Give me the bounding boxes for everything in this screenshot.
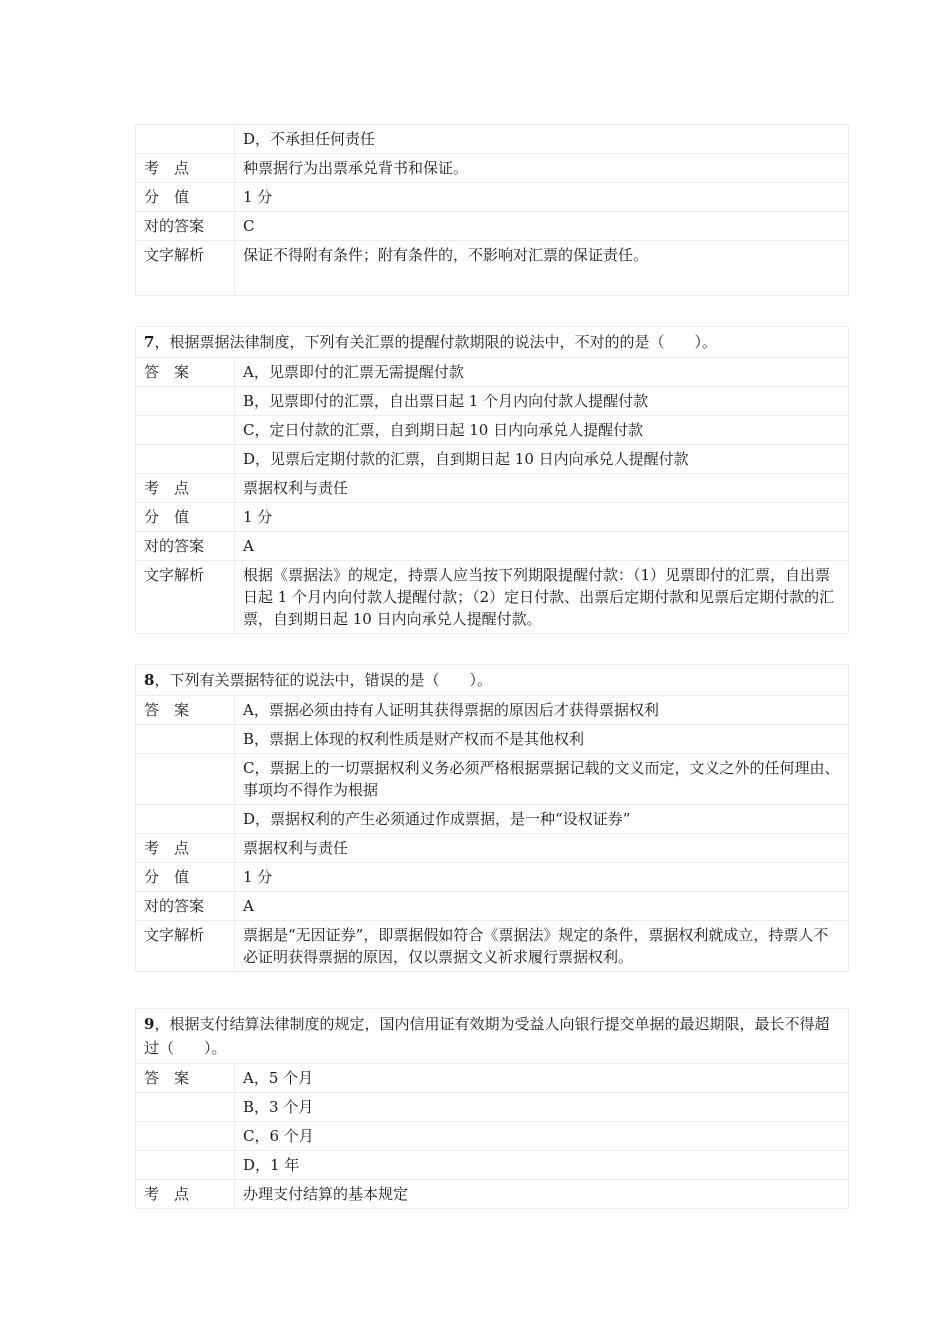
question-stem	[135, 664, 849, 695]
row-label: 考 点	[136, 1180, 235, 1209]
row-label: 文字解析	[136, 921, 235, 972]
question-number: 8	[144, 671, 155, 689]
option-c: C，定日付款的汇票，自到期日起 10 日内向承兑人提醒付款	[235, 416, 849, 445]
answer-label: 答 案	[136, 696, 235, 725]
row-label: 分 值	[136, 863, 235, 892]
option-row	[136, 1151, 849, 1180]
option-row	[136, 358, 849, 387]
option-a: A，5 个月	[235, 1064, 849, 1093]
option-b: B，见票即付的汇票，自出票日起 1 个月内向付款人提醒付款	[235, 387, 849, 416]
answer-row	[136, 532, 849, 561]
option-d: D，不承担任何责任	[235, 125, 849, 154]
question-number: 9	[144, 1015, 155, 1033]
answer-row	[136, 212, 849, 241]
option-row	[136, 754, 849, 805]
row-label: 文字解析	[136, 561, 235, 634]
option-d: D，1 年	[235, 1151, 849, 1180]
kaodian-row	[136, 1180, 849, 1209]
answer-label: 答 案	[136, 1064, 235, 1093]
option-row	[136, 125, 849, 154]
row-label: 考 点	[136, 834, 235, 863]
row-value: 1 分	[235, 863, 849, 892]
question-text: ，下列有关票据特征的说法中，错误的是（ ）。	[154, 671, 492, 689]
answer-row	[136, 892, 849, 921]
option-row	[136, 805, 849, 834]
analysis-row	[136, 241, 849, 296]
option-c: C，票据上的一切票据权利义务必须严格根据票据记载的文义而定，文义之外的任何理由、事项均不得作为根据	[235, 754, 849, 805]
row-label: 文字解析	[136, 241, 235, 296]
row-value: 1 分	[235, 183, 849, 212]
row-value: 种票据行为出票承兑背书和保证。	[235, 154, 849, 183]
row-value: 票据权利与责任	[235, 834, 849, 863]
option-a: A，票据必须由持有人证明其获得票据的原因后才获得票据权利	[235, 696, 849, 725]
row-label: 对的答案	[136, 892, 235, 921]
row-label: 分 值	[136, 503, 235, 532]
question-stem	[135, 1008, 849, 1063]
analysis-row	[136, 921, 849, 972]
option-row	[136, 696, 849, 725]
row-value: 保证不得附有条件；附有条件的，不影响对汇票的保证责任。	[235, 241, 849, 296]
option-row	[136, 1122, 849, 1151]
kaodian-row	[136, 474, 849, 503]
row-label: 考 点	[136, 154, 235, 183]
fenzhi-row	[136, 503, 849, 532]
option-row	[136, 1064, 849, 1093]
question-text: ，根据票据法律制度，下列有关汇票的提醒付款期限的说法中，不对的的是（ ）。	[154, 333, 717, 351]
option-row	[136, 725, 849, 754]
fenzhi-row	[136, 183, 849, 212]
option-d: D，见票后定期付款的汇票，自到期日起 10 日内向承兑人提醒付款	[235, 445, 849, 474]
option-d: D，票据权利的产生必须通过作成票据，是一种“设权证券”	[235, 805, 849, 834]
row-label: 对的答案	[136, 532, 235, 561]
question-text: ，根据支付结算法律制度的规定，国内信用证有效期为受益人向银行提交单据的最迟期限，最长不得超过（ ）。	[144, 1015, 830, 1057]
kaodian-row	[136, 834, 849, 863]
row-label: 分 值	[136, 183, 235, 212]
analysis-row	[136, 561, 849, 634]
row-value: C	[235, 212, 849, 241]
question-6-tail	[135, 124, 849, 296]
question-8	[135, 664, 849, 972]
option-a: A，见票即付的汇票无需提醒付款	[235, 358, 849, 387]
option-c: C，6 个月	[235, 1122, 849, 1151]
question-7	[135, 326, 849, 634]
row-label: 对的答案	[136, 212, 235, 241]
answer-label: 答 案	[136, 358, 235, 387]
option-row	[136, 387, 849, 416]
row-value: 办理支付结算的基本规定	[235, 1180, 849, 1209]
row-value: 票据是“无因证券”，即票据假如符合《票据法》规定的条件，票据权利就成立，持票人不必证明获得票据的原因，仅以票据文义祈求履行票据权利。	[235, 921, 849, 972]
row-value: 1 分	[235, 503, 849, 532]
question-number: 7	[144, 333, 155, 351]
option-row	[136, 1093, 849, 1122]
row-value: A	[235, 892, 849, 921]
option-b: B，票据上体现的权利性质是财产权而不是其他权利	[235, 725, 849, 754]
option-row	[136, 445, 849, 474]
option-b: B，3 个月	[235, 1093, 849, 1122]
kaodian-row	[136, 154, 849, 183]
fenzhi-row	[136, 863, 849, 892]
row-value: 根据《票据法》的规定，持票人应当按下列期限提醒付款：（1）见票即付的汇票，自出票日起 1 个月内向付款人提醒付款；（2）定日付款、出票后定期付款和见票后定期付款的汇票，自到期日起 10 日内向承兑人提醒付款。	[235, 561, 849, 634]
option-row	[136, 416, 849, 445]
row-value: 票据权利与责任	[235, 474, 849, 503]
row-label: 考 点	[136, 474, 235, 503]
question-9	[135, 1008, 849, 1209]
row-value: A	[235, 532, 849, 561]
question-stem	[135, 326, 849, 357]
